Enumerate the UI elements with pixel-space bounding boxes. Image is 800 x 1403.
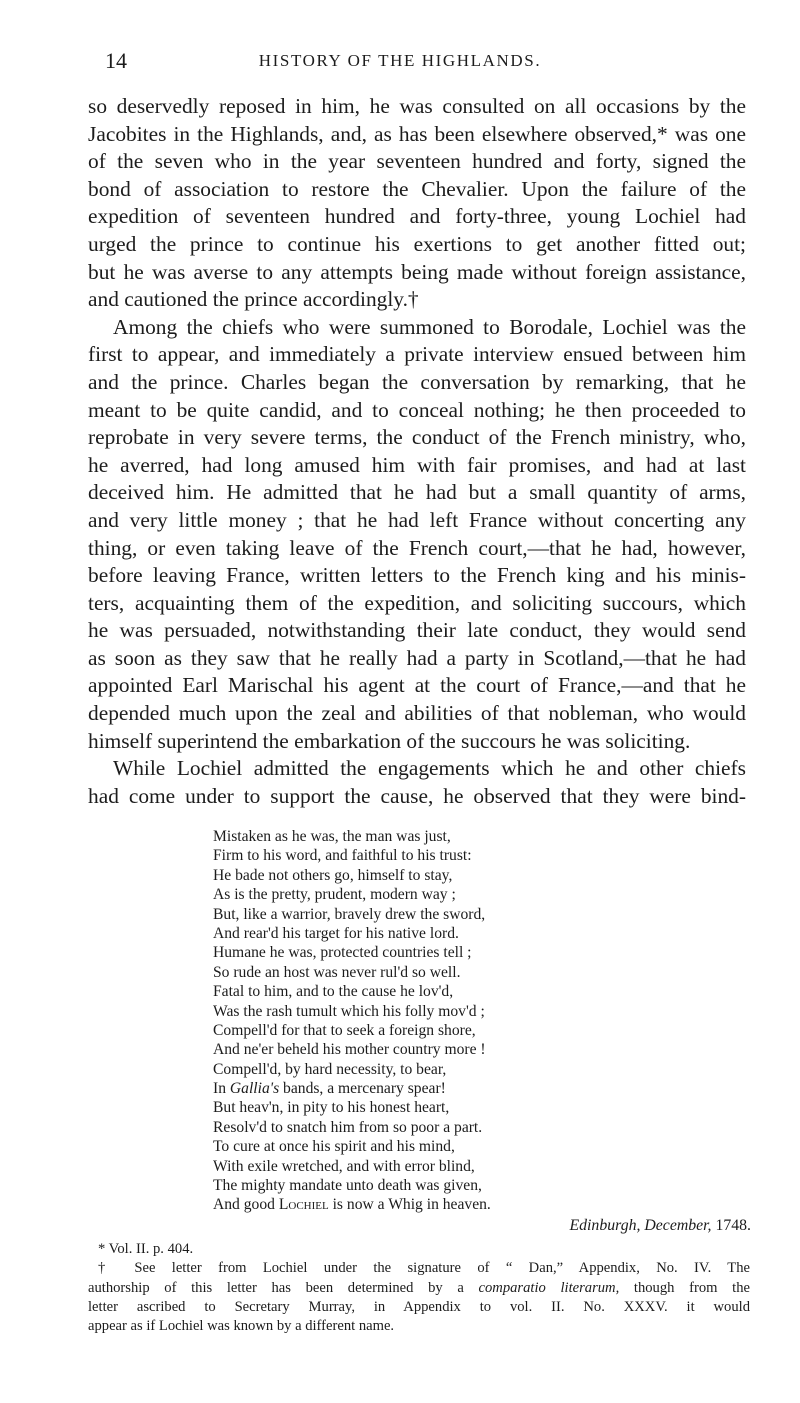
text-line: thing, or even taking leave of the French court,—that he had, however, [88, 535, 746, 560]
text-line: first to appear, and immediately a private interview ensued between him [88, 342, 746, 367]
text-line: before leaving France, written letters to the French king and his minis- [88, 563, 746, 588]
text-line: himself superintend the embarkation of the succours he was soliciting. [88, 728, 691, 753]
poem-line: Compell'd, by hard necessity, to bear, [213, 1060, 447, 1078]
text-line: he was persuaded, notwithstanding their late conduct, they would send [88, 618, 746, 643]
running-head: HISTORY OF THE HIGHLANDS. [258, 51, 542, 70]
poem-line: And rear'd his target for his native lord. [213, 924, 459, 942]
signature-place: Edinburgh, December, [569, 1217, 712, 1234]
poem-line: So rude an host was never rul'd so well. [213, 963, 461, 981]
poem-line-italic-gallia: In Gallia's bands, a mercenary spear! [213, 1080, 446, 1098]
poem-line: But, like a warrior, bravely drew the sword, [213, 905, 486, 923]
lochiel-small-caps: Lochiel [278, 1196, 329, 1214]
footnote-text: authorship of this letter has been determined by a [88, 1279, 479, 1296]
poem-line: Resolv'd to snatch him from so poor a part. [213, 1118, 483, 1136]
footnote-2-line: appear as if Lochiel was known by a different name. [88, 1318, 395, 1335]
poem-line: Compell'd for that to seek a foreign shore, [213, 1021, 476, 1039]
text-line: and cautioned the prince accordingly.† [88, 287, 419, 312]
text-line: ters, acquainting them of the expedition, and soliciting succours, which [88, 590, 746, 615]
text-line: had come under to support the cause, he observed that they were bind- [88, 783, 746, 808]
text-line: expedition of seventeen hundred and forty-three, young Lochiel had [88, 204, 746, 229]
poem-line: Was the rash tumult which his folly mov'd ; [213, 1002, 485, 1020]
footnote-text: though from the [619, 1279, 750, 1296]
poem-line: But heav'n, in pity to his honest heart, [213, 1099, 450, 1117]
text-line: and the prince. Charles began the conversation by remarking, that he [88, 369, 746, 394]
text-line: but he was averse to any attempts being made without foreign assistance, [88, 259, 746, 284]
gallia-italic: Gallia's [229, 1080, 280, 1098]
poem-line: Humane he was, protected countries tell ; [213, 944, 472, 962]
poem-line-lochiel: And good Lochiel is now a Whig in heaven. [213, 1196, 491, 1214]
text-line: and very little money ; that he had left France without concerting any [88, 507, 746, 532]
footnote-italic-term: comparatio literarum, [478, 1279, 620, 1296]
poem-line: And ne'er beheld his mother country more ! [213, 1041, 486, 1059]
poem-line: Firm to his word, and faithful to his trust: [213, 847, 472, 865]
footnotes [88, 1240, 750, 1336]
text-line: meant to be quite candid, and to conceal nothing; he then proceeded to [88, 397, 746, 422]
text-line: deceived him. He admitted that he had but a small quantity of arms, [88, 480, 746, 505]
poem-line: The mighty mandate unto death was given, [213, 1177, 482, 1195]
text-line: urged the prince to continue his exertions to get another fitted out; [88, 231, 746, 256]
text-line: Among the chiefs who were summoned to Borodale, Lochiel was the [113, 314, 746, 339]
text-line: depended much upon the zeal and abilities of that nobleman, who would [88, 701, 746, 726]
text-line: While Lochiel admitted the engagements which he and other chiefs [113, 756, 746, 781]
text-line: reprobate in very severe terms, the conduct of the French ministry, who, [88, 425, 746, 450]
text-line: he averred, had long amused him with fair promises, and had at last [88, 452, 746, 477]
poem-line: With exile wretched, and with error blind, [213, 1157, 475, 1175]
footnote-2-line: † See letter from Lochiel under the signature of “ Dan,” Appendix, No. IV. The [98, 1260, 750, 1277]
poem-line: Mistaken as he was, the man was just, [213, 828, 451, 845]
text-line: so deservedly reposed in him, he was consulted on all occasions by the [88, 94, 746, 118]
footnote-2-line [88, 1279, 750, 1298]
text-line: bond of association to restore the Chevalier. Upon the failure of the [88, 176, 746, 201]
poem-line: As is the pretty, prudent, modern way ; [213, 886, 456, 904]
poem-line: He bade not others go, himself to stay, [213, 866, 453, 884]
signature-year: 1748. [715, 1217, 751, 1234]
text-line: appointed Earl Marischal his agent at the court of France,—and that he [88, 673, 746, 698]
page-header [0, 48, 800, 78]
page-number: 14 [105, 48, 127, 73]
text-line: of the seven who in the year seventeen hundred and forty, signed the [88, 149, 746, 174]
text-line: Jacobites in the Highlands, and, as has been elsewhere observed,* was one [88, 121, 746, 146]
poem-signature [0, 1217, 751, 1235]
text-line: as soon as they saw that he really had a party in Scotland,—that he had [88, 645, 746, 670]
footnote-1: * Vol. II. p. 404. [98, 1241, 194, 1257]
poem-line: To cure at once his spirit and his mind, [213, 1138, 455, 1156]
main-text [88, 93, 746, 810]
epitaph-poem [213, 827, 753, 1215]
footnote-2-line: letter ascribed to Secretary Murray, in Appendix to vol. II. No. XXXV. it would [88, 1298, 750, 1315]
poem-line: Fatal to him, and to the cause he lov'd, [213, 983, 454, 1001]
